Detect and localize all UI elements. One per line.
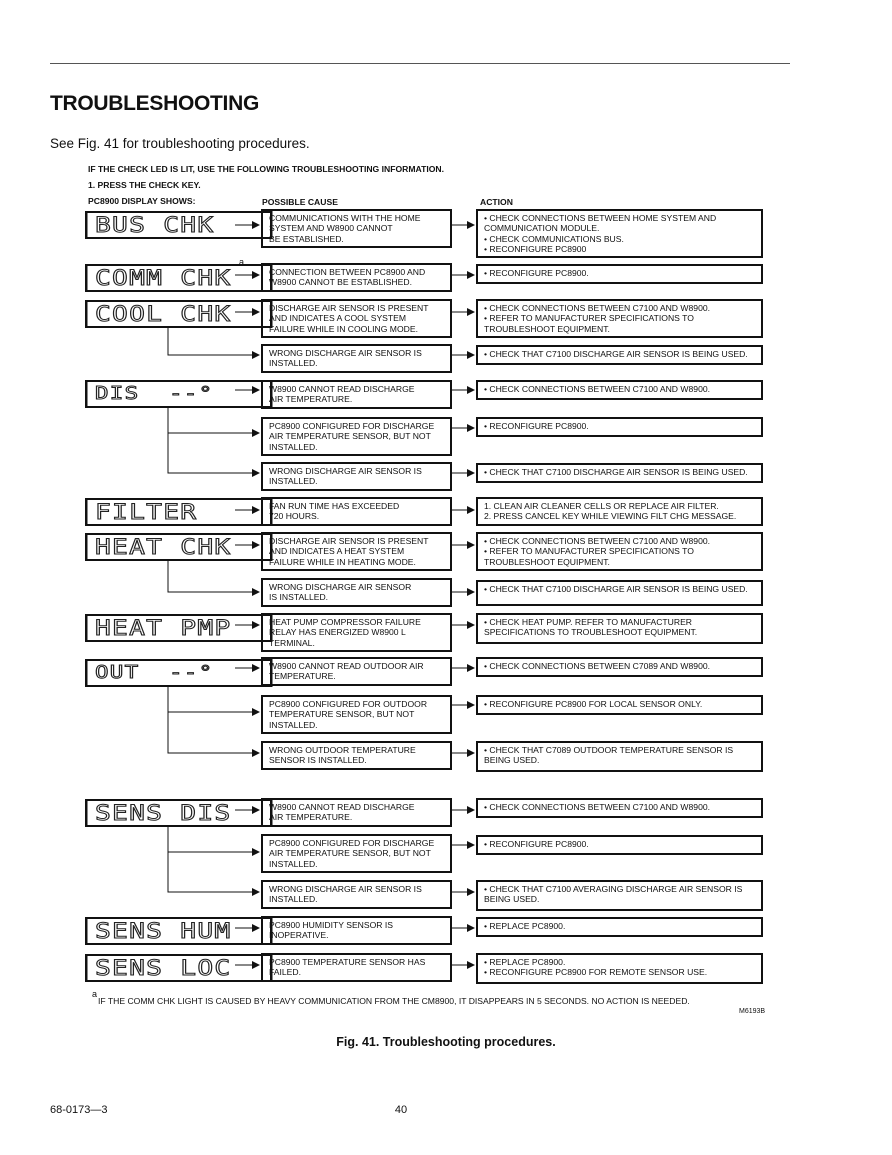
instruction-1: IF THE CHECK LED IS LIT, USE THE FOLLOWING TROUBLESHOOTING INFORMATION. bbox=[88, 164, 444, 174]
cause-box: CONNECTION BETWEEN PC8900 AND W8900 CANNOT BE ESTABLISHED. bbox=[261, 263, 452, 292]
column-header-cause: POSSIBLE CAUSE bbox=[262, 197, 338, 207]
action-box: • CHECK CONNECTIONS BETWEEN C7100 AND W8900. • REFER TO MANUFACTURER SPECIFICATIONS TO TROUBLESHOOT EQUIPMENT. bbox=[476, 532, 763, 571]
action-box: • CHECK CONNECTIONS BETWEEN C7100 AND W8900. bbox=[476, 798, 763, 818]
cause-box: PC8900 TEMPERATURE SENSOR HAS FAILED. bbox=[261, 953, 452, 982]
cause-box: WRONG DISCHARGE AIR SENSOR IS INSTALLED. bbox=[261, 344, 452, 373]
action-box: • CHECK CONNECTIONS BETWEEN C7100 AND W8900. • REFER TO MANUFACTURER SPECIFICATIONS TO TROUBLESHOOT EQUIPMENT. bbox=[476, 299, 763, 338]
cause-box: COMMUNICATIONS WITH THE HOME SYSTEM AND W8900 CANNOT BE ESTABLISHED. bbox=[261, 209, 452, 248]
footnote-marker-a: a bbox=[239, 257, 245, 267]
display-bus-chk: BUS CHK bbox=[85, 211, 273, 239]
display-comm-chk: COMM CHK bbox=[85, 264, 273, 292]
display-heat-chk: HEAT CHK bbox=[85, 533, 273, 561]
footnote-text: IF THE COMM CHK LIGHT IS CAUSED BY HEAVY COMMUNICATION FROM THE CM8900, IT DISAPPEARS IN 5 SECONDS. NO ACTION IS NEEDED. bbox=[98, 995, 690, 1006]
display-heat-pmp: HEAT PMP bbox=[85, 614, 273, 642]
display-cool-chk: COOL CHK bbox=[85, 300, 273, 328]
display-out: OUT --° bbox=[85, 659, 273, 687]
action-box: • RECONFIGURE PC8900. bbox=[476, 264, 763, 284]
cause-box: PC8900 CONFIGURED FOR DISCHARGE AIR TEMPERATURE SENSOR, BUT NOT INSTALLED. bbox=[261, 417, 452, 456]
page-number: 40 bbox=[394, 1104, 408, 1116]
intro-text: See Fig. 41 for troubleshooting procedures. bbox=[50, 136, 310, 151]
action-box: • REPLACE PC8900. bbox=[476, 917, 763, 937]
footnote bbox=[92, 989, 690, 1006]
doc-number: 68-0173—3 bbox=[50, 1104, 108, 1116]
page-title: TROUBLESHOOTING bbox=[50, 92, 259, 115]
display-sens-loc: SENS LOC bbox=[85, 954, 273, 982]
action-box: • RECONFIGURE PC8900 FOR LOCAL SENSOR ONLY. bbox=[476, 695, 763, 715]
cause-box: WRONG DISCHARGE AIR SENSOR IS INSTALLED. bbox=[261, 880, 452, 909]
cause-box: W8900 CANNOT READ OUTDOOR AIR TEMPERATURE. bbox=[261, 657, 452, 686]
cause-box: FAN RUN TIME HAS EXCEEDED 720 HOURS. bbox=[261, 497, 452, 526]
action-box: • RECONFIGURE PC8900. bbox=[476, 835, 763, 855]
action-box: • CHECK THAT C7100 DISCHARGE AIR SENSOR IS BEING USED. bbox=[476, 345, 763, 365]
cause-box: DISCHARGE AIR SENSOR IS PRESENT AND INDICATES A COOL SYSTEM FAILURE WHILE IN COOLING MODE. bbox=[261, 299, 452, 338]
action-box: • CHECK CONNECTIONS BETWEEN C7089 AND W8900. bbox=[476, 657, 763, 677]
action-box: • CHECK THAT C7100 AVERAGING DISCHARGE AIR SENSOR IS BEING USED. bbox=[476, 880, 763, 911]
cause-box: W8900 CANNOT READ DISCHARGE AIR TEMPERATURE. bbox=[261, 798, 452, 827]
action-box: • REPLACE PC8900. • RECONFIGURE PC8900 FOR REMOTE SENSOR USE. bbox=[476, 953, 763, 984]
footnote-mark: a bbox=[92, 989, 98, 999]
cause-box: HEAT PUMP COMPRESSOR FAILURE RELAY HAS ENERGIZED W8900 L TERMINAL. bbox=[261, 613, 452, 652]
action-box: • CHECK THAT C7100 DISCHARGE AIR SENSOR IS BEING USED. bbox=[476, 580, 763, 606]
action-box: • CHECK HEAT PUMP. REFER TO MANUFACTURER SPECIFICATIONS TO TROUBLESHOOT EQUIPMENT. bbox=[476, 613, 763, 644]
cause-box: WRONG DISCHARGE AIR SENSOR IS INSTALLED. bbox=[261, 578, 452, 607]
action-box: • CHECK THAT C7100 DISCHARGE AIR SENSOR IS BEING USED. bbox=[476, 463, 763, 483]
cause-box: PC8900 CONFIGURED FOR DISCHARGE AIR TEMPERATURE SENSOR, BUT NOT INSTALLED. bbox=[261, 834, 452, 873]
cause-box: PC8900 CONFIGURED FOR OUTDOOR TEMPERATURE SENSOR, BUT NOT INSTALLED. bbox=[261, 695, 452, 734]
cause-box: WRONG OUTDOOR TEMPERATURE SENSOR IS INSTALLED. bbox=[261, 741, 452, 770]
figure-code: M6193B bbox=[739, 1008, 766, 1015]
figure-caption: Fig. 41. Troubleshooting procedures. bbox=[336, 1035, 556, 1049]
display-filter: FILTER bbox=[85, 498, 273, 526]
action-box: • RECONFIGURE PC8900. bbox=[476, 417, 763, 437]
cause-box: PC8900 HUMIDITY SENSOR IS INOPERATIVE. bbox=[261, 916, 452, 945]
cause-box: WRONG DISCHARGE AIR SENSOR IS INSTALLED. bbox=[261, 462, 452, 491]
display-sens-hum: SENS HUM bbox=[85, 917, 273, 945]
column-header-action: ACTION bbox=[480, 197, 513, 207]
cause-box: DISCHARGE AIR SENSOR IS PRESENT AND INDICATES A HEAT SYSTEM FAILURE WHILE IN HEATING MODE. bbox=[261, 532, 452, 571]
action-box: • CHECK THAT C7089 OUTDOOR TEMPERATURE SENSOR IS BEING USED. bbox=[476, 741, 763, 772]
instruction-2: 1. PRESS THE CHECK KEY. bbox=[88, 180, 201, 190]
action-box: 1. CLEAN AIR CLEANER CELLS OR REPLACE AIR FILTER. 2. PRESS CANCEL KEY WHILE VIEWING FILT CHG MESSAGE. bbox=[476, 497, 763, 526]
display-sens-dis: SENS DIS bbox=[85, 799, 273, 827]
column-header-display: PC8900 DISPLAY SHOWS: bbox=[88, 196, 196, 206]
action-box: • CHECK CONNECTIONS BETWEEN HOME SYSTEM AND COMMUNICATION MODULE. • CHECK COMMUNICATIONS BUS. • RECONFIGURE PC8900 bbox=[476, 209, 763, 258]
cause-box: W8900 CANNOT READ DISCHARGE AIR TEMPERATURE. bbox=[261, 380, 452, 409]
display-dis: DIS --° bbox=[85, 380, 273, 408]
action-box: • CHECK CONNECTIONS BETWEEN C7100 AND W8900. bbox=[476, 380, 763, 400]
